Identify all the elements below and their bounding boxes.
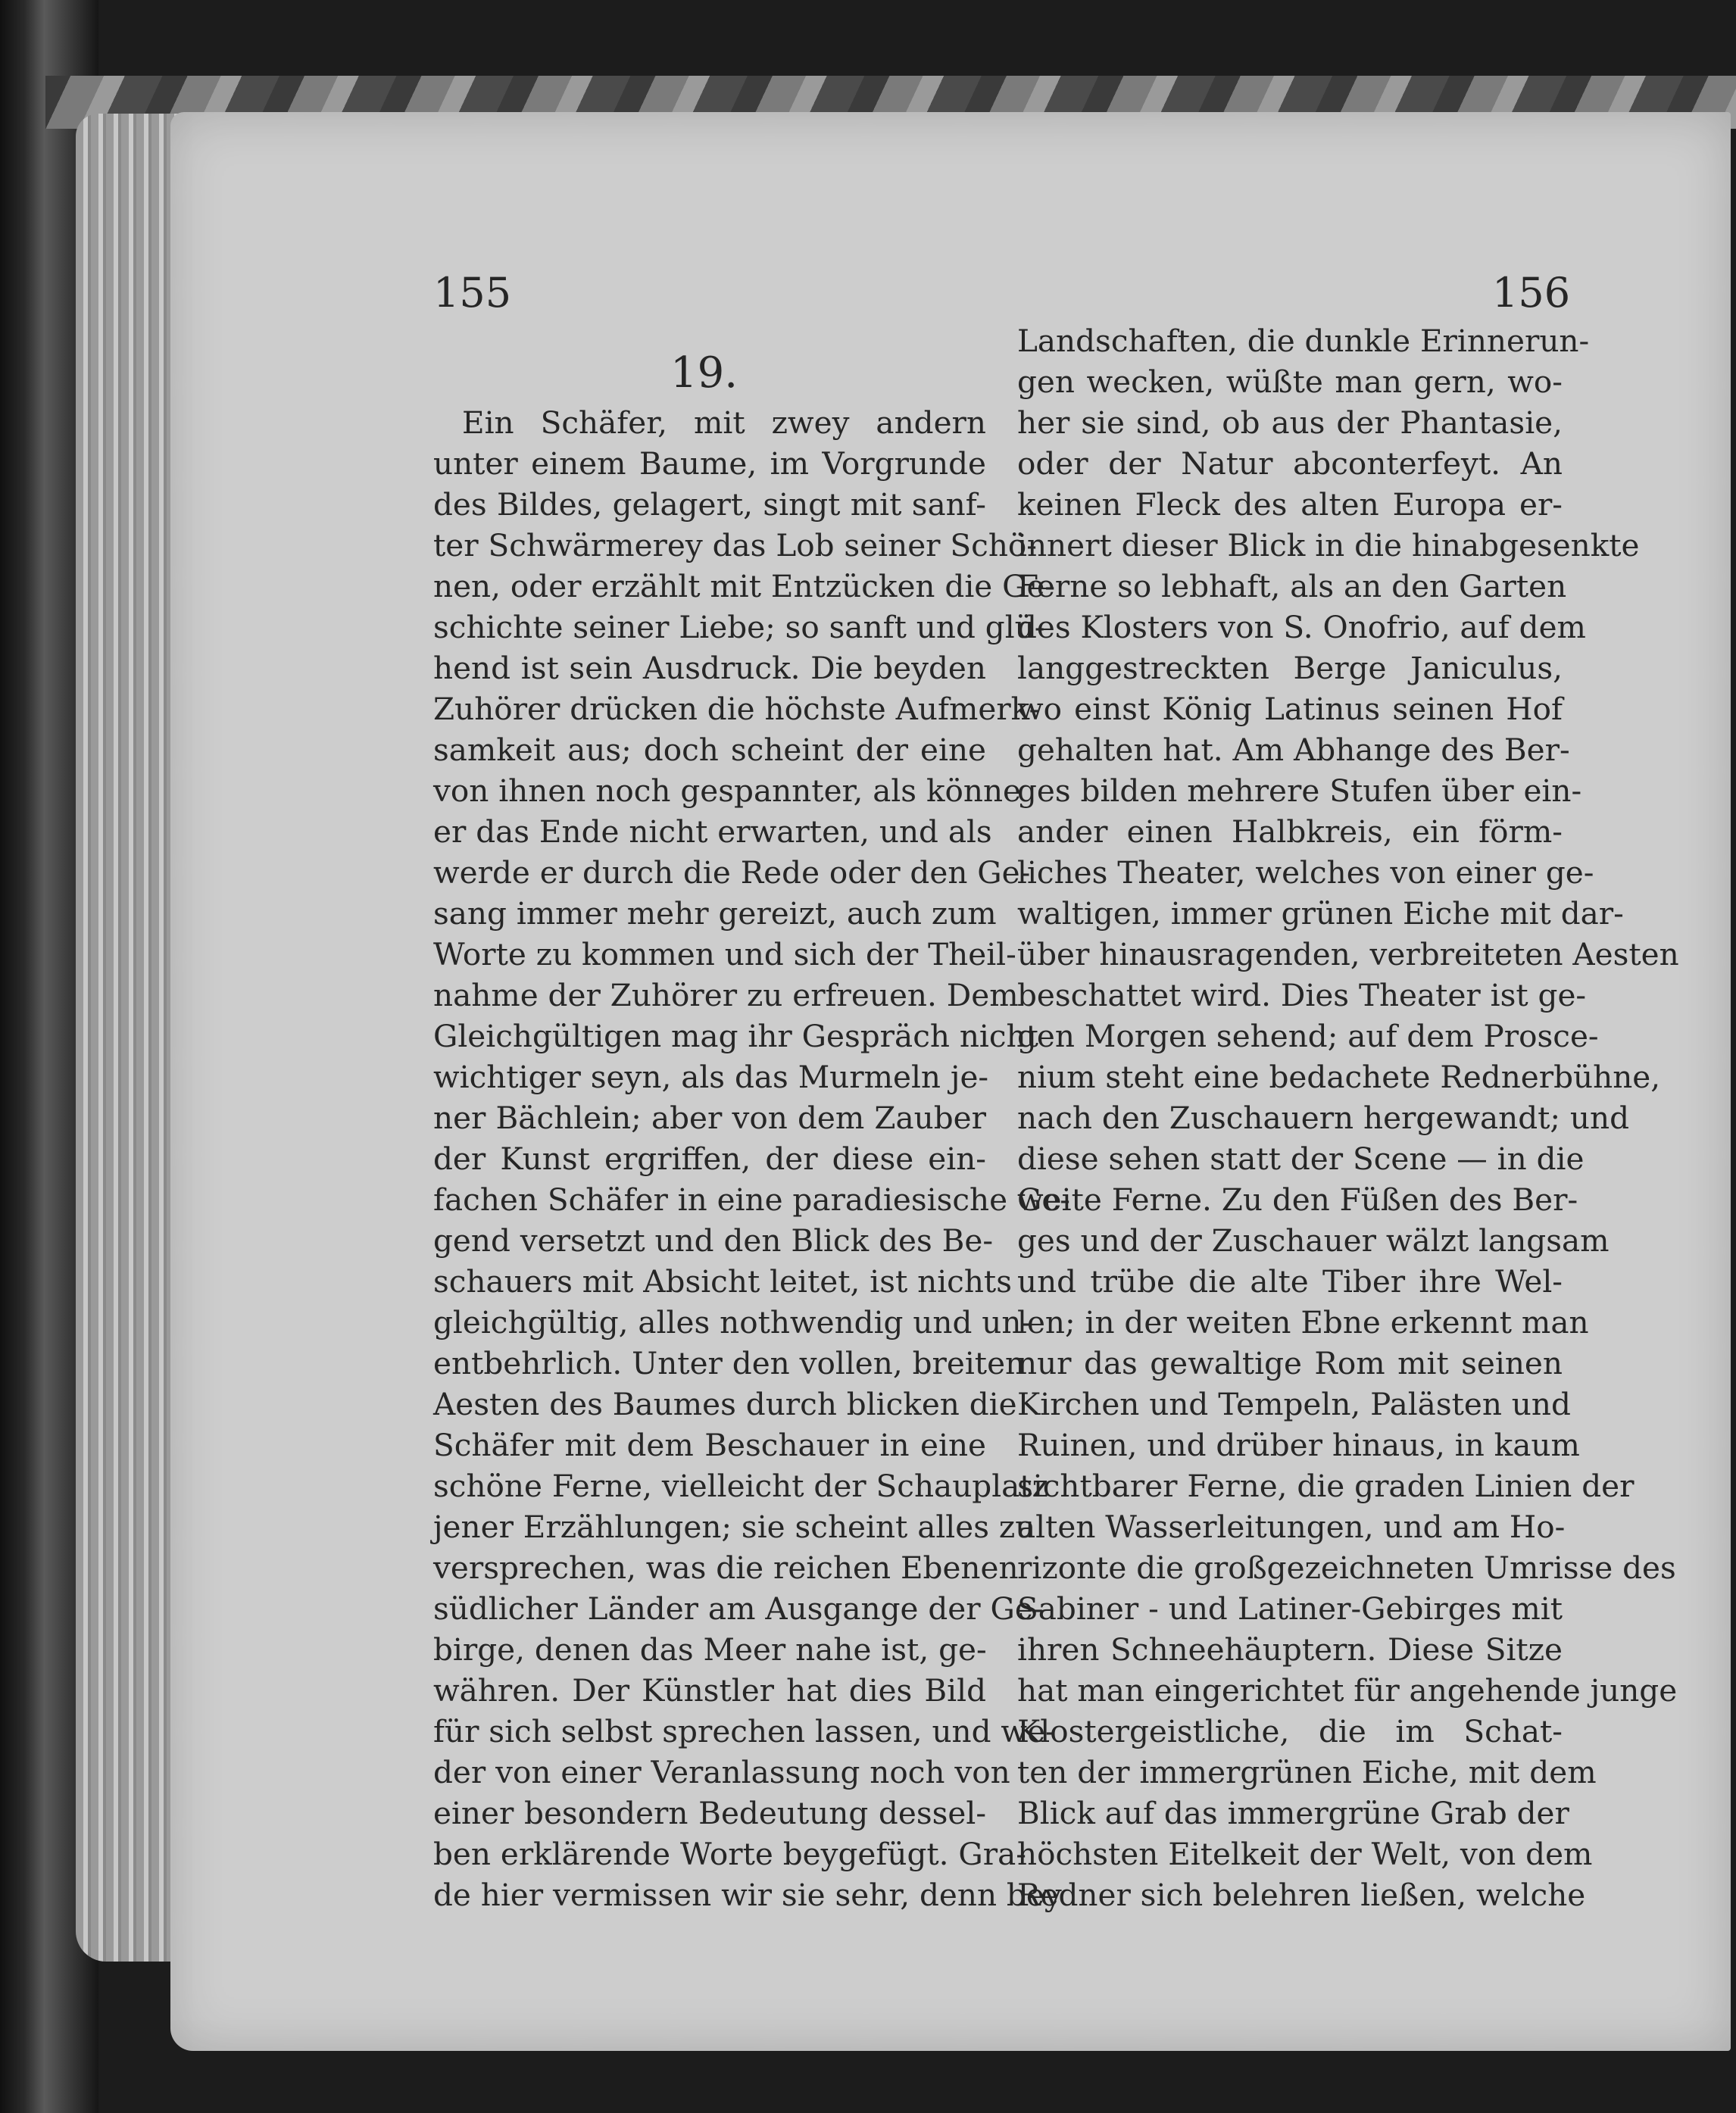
text-line: rizonte die großgezeichneten Umrisse des (1017, 1550, 1676, 1586)
text-line: len; in der weiten Ebne erkennt man (1017, 1304, 1589, 1341)
text-line: ges und der Zuschauer wälzt langsam (1017, 1222, 1610, 1259)
text-line: Aesten des Baumes durch blicken die (433, 1386, 1017, 1422)
text-line: fachen Schäfer in eine paradiesische Ge- (433, 1181, 1070, 1218)
text-column-left (433, 402, 1070, 1915)
text-line: schichte seiner Liebe; so sanft und glü- (433, 609, 1045, 645)
text-line: nahme der Zuhörer zu erfreuen. Dem (433, 977, 1019, 1013)
text-line: für sich selbst sprechen lassen, und we- (433, 1713, 1056, 1749)
text-line: Blick auf das immergrüne Grab der (1017, 1795, 1569, 1831)
text-line: von ihnen noch gespannter, als könne (433, 772, 1022, 809)
text-line: des Klosters von S. Onofrio, auf dem (1017, 609, 1586, 645)
text-line: südlicher Länder am Ausgange der Ge- (433, 1590, 1044, 1627)
text-line: langgestreckten Berge Janiculus, (1017, 650, 1563, 686)
text-line: birge, denen das Meer nahe ist, ge- (433, 1631, 987, 1668)
text-line: Zuhörer drücken die höchste Aufmerk- (433, 691, 1040, 727)
text-line: hend ist sein Ausdruck. Die beyden (433, 650, 986, 686)
text-line: liches Theater, welches von einer ge- (1017, 854, 1594, 891)
text-line: gen Morgen sehend; auf dem Prosce- (1017, 1018, 1599, 1054)
text-line: ten der immergrünen Eiche, mit dem (1017, 1754, 1597, 1790)
text-line: schöne Ferne, vielleicht der Schauplatz (433, 1468, 1048, 1504)
page-number-right: 156 (1492, 269, 1571, 317)
text-line: ges bilden mehrere Stufen über ein- (1017, 772, 1582, 809)
text-line: ihren Schneehäuptern. Diese Sitze (1017, 1631, 1563, 1668)
text-line: nium steht eine bedachete Rednerbühne, (1017, 1059, 1661, 1095)
text-line: jener Erzählungen; sie scheint alles zu (433, 1509, 1035, 1545)
text-column-right (1017, 320, 1679, 1915)
text-line: nen, oder erzählt mit Entzücken die Ge- (433, 568, 1056, 604)
text-line: diese sehen statt der Scene — in die (1017, 1141, 1585, 1177)
text-line: über hinausragenden, verbreiteten Aesten (1017, 936, 1679, 972)
text-line: entbehrlich. Unter den vollen, breiten (433, 1345, 1026, 1381)
text-line: ben erklärende Worte beygefügt. Gra- (433, 1836, 1026, 1872)
text-line: des Bildes, gelagert, singt mit sanf- (433, 486, 986, 523)
text-line: weite Ferne. Zu den Füßen des Ber- (1017, 1181, 1578, 1218)
text-line: Landschaften, die dunkle Erinnerun- (1017, 323, 1590, 359)
text-line: Redner sich belehren ließen, welche (1017, 1877, 1586, 1913)
text-line: keinen Fleck des alten Europa er- (1017, 486, 1563, 523)
text-line: her sie sind, ob aus der Phantasie, (1017, 404, 1563, 441)
text-line: nur das gewaltige Rom mit seinen (1017, 1345, 1563, 1381)
text-line: er das Ende nicht erwarten, und als (433, 813, 992, 850)
text-line: hat man eingerichtet für angehende junge (1017, 1672, 1678, 1709)
text-line: gend versetzt und den Blick des Be- (433, 1222, 994, 1259)
text-line: Ferne so lebhaft, als an den Garten (1017, 568, 1567, 604)
text-line: de hier vermissen wir sie sehr, denn bey (433, 1877, 1062, 1913)
text-line: währen. Der Künstler hat dies Bild (433, 1672, 986, 1709)
text-line: wichtiger seyn, als das Murmeln je- (433, 1059, 989, 1095)
text-line: der Kunst ergriffen, der diese ein- (433, 1141, 986, 1177)
text-line: gleichgültig, alles nothwendig und un- (433, 1304, 1032, 1341)
text-line: der von einer Veranlassung noch von (433, 1754, 1010, 1790)
page-number-left: 155 (433, 269, 512, 317)
page-edges (76, 114, 182, 1962)
text-line: alten Wasserleitungen, und am Ho- (1017, 1509, 1566, 1545)
text-line: ander einen Halbkreis, ein förm- (1017, 813, 1563, 850)
text-line: schauers mit Absicht leitet, ist nichts (433, 1263, 1012, 1300)
text-line: sichtbarer Ferne, die graden Linien der (1017, 1468, 1635, 1504)
text-line: ter Schwärmerey das Lob seiner Schö- (433, 527, 1037, 563)
text-line: Klostergeistliche, die im Schat- (1017, 1713, 1563, 1749)
text-line: Ein Schäfer, mit zwey andern (462, 404, 986, 441)
text-line: Sabiner - und Latiner-Gebirges mit (1017, 1590, 1563, 1627)
section-number: 19. (670, 348, 738, 398)
text-line: waltigen, immer grünen Eiche mit dar- (1017, 895, 1624, 932)
text-line: versprechen, was die reichen Ebenen (433, 1550, 1019, 1586)
text-line: oder der Natur abconterfeyt. An (1017, 445, 1563, 482)
text-line: Schäfer mit dem Beschauer in eine (433, 1427, 986, 1463)
text-line: höchsten Eitelkeit der Welt, von dem (1017, 1836, 1593, 1872)
text-line: wo einst König Latinus seinen Hof (1017, 691, 1563, 727)
text-line: sang immer mehr gereizt, auch zum (433, 895, 997, 932)
text-line: gen wecken, wüßte man gern, wo- (1017, 364, 1563, 400)
text-line: werde er durch die Rede oder den Ge- (433, 854, 1031, 891)
text-line: nach den Zuschauern hergewandt; und (1017, 1100, 1630, 1136)
text-line: Ruinen, und drüber hinaus, in kaum (1017, 1427, 1580, 1463)
text-line: und trübe die alte Tiber ihre Wel- (1017, 1263, 1563, 1300)
text-line: Kirchen und Tempeln, Palästen und (1017, 1386, 1571, 1422)
text-line: beschattet wird. Dies Theater ist ge- (1017, 977, 1587, 1013)
text-line: samkeit aus; doch scheint der eine (433, 732, 986, 768)
text-line: Worte zu kommen und sich der Theil- (433, 936, 1016, 972)
text-line: unter einem Baume, im Vorgrunde (433, 445, 986, 482)
text-line: ner Bächlein; aber von dem Zauber (433, 1100, 986, 1136)
text-line: innert dieser Blick in die hinabgesenkte (1017, 527, 1640, 563)
text-line: gehalten hat. Am Abhange des Ber- (1017, 732, 1570, 768)
text-line: einer besondern Bedeutung dessel- (433, 1795, 986, 1831)
text-line: Gleichgültigen mag ihr Gespräch nicht (433, 1018, 1038, 1054)
